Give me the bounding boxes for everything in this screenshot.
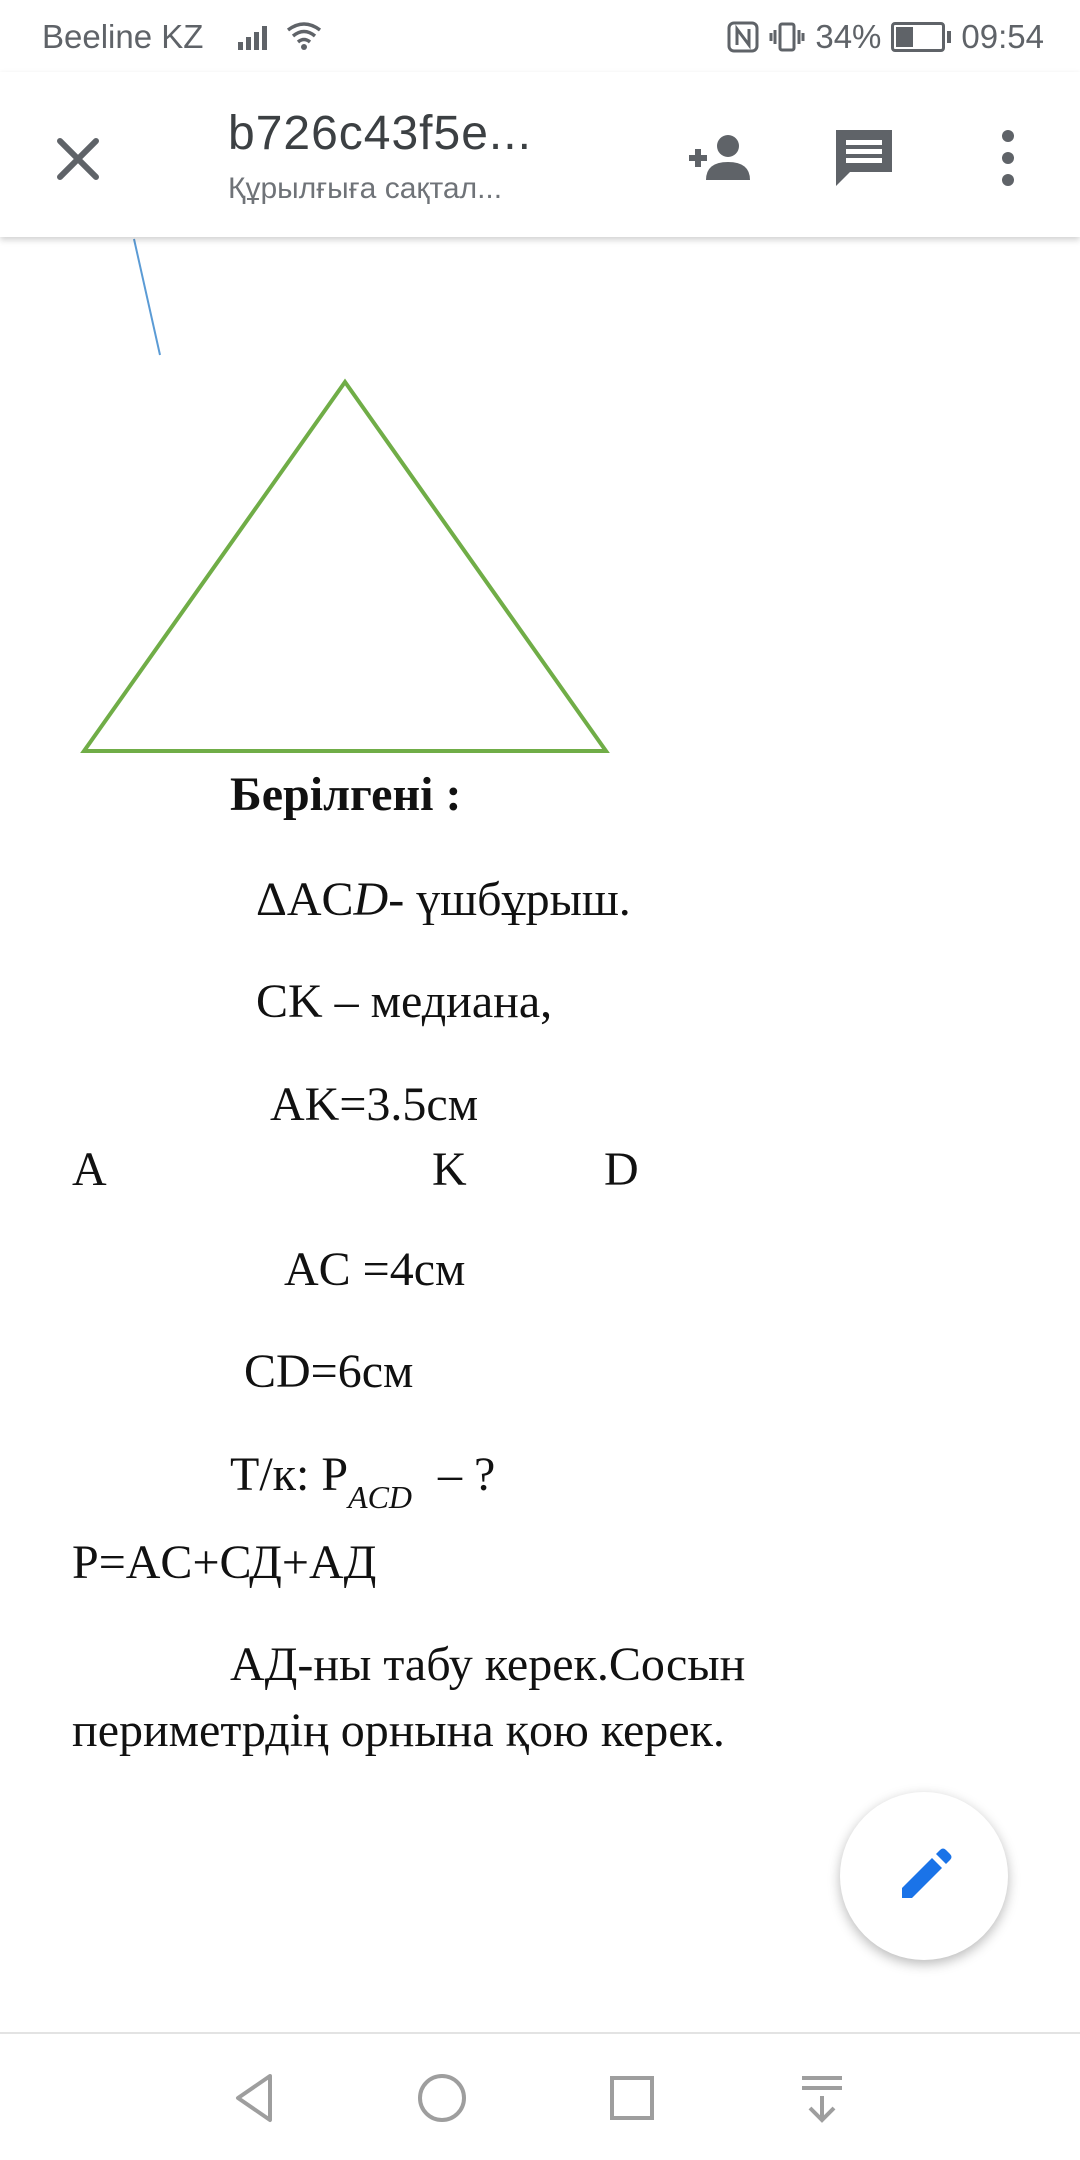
solution-line-1: АД-ны табу керек.Сосын xyxy=(230,1638,746,1691)
recents-icon[interactable] xyxy=(600,2066,664,2130)
find-statement xyxy=(230,1447,495,1516)
ak-statement: AK=3.5см xyxy=(270,1078,479,1131)
system-nav-bar xyxy=(0,2032,1080,2160)
solution-line-2: периметрдің орнына қою керек. xyxy=(72,1704,725,1757)
comment-icon[interactable] xyxy=(828,122,900,194)
blue-line xyxy=(134,239,160,355)
triangle-statement-part-3: - үшбұрыш. xyxy=(388,873,631,926)
home-icon[interactable] xyxy=(410,2066,474,2130)
triangle-statement-part-2: D xyxy=(353,873,389,926)
battery-tip xyxy=(947,31,951,43)
triangle-statement-part-1: ΔAC xyxy=(256,873,354,926)
vertex-label-a: A xyxy=(72,1143,107,1196)
ac-statement: AC =4см xyxy=(284,1243,466,1296)
close-icon[interactable] xyxy=(46,127,110,191)
edit-button[interactable] xyxy=(840,1792,1008,1960)
status-right xyxy=(727,18,1044,56)
battery-icon xyxy=(891,22,945,52)
vertex-label-d: D xyxy=(604,1143,639,1196)
find-subscript: ACD xyxy=(348,1479,413,1515)
person-add-icon[interactable] xyxy=(685,122,757,194)
nfc-icon xyxy=(727,21,759,53)
pencil-icon xyxy=(892,1844,956,1908)
back-icon[interactable] xyxy=(224,2066,288,2130)
find-suffix: – ? xyxy=(438,1448,496,1501)
clock: 09:54 xyxy=(961,18,1044,55)
cd-statement: CD=6см xyxy=(244,1345,414,1398)
carrier-name: Beeline KZ xyxy=(42,18,204,55)
signal-icon xyxy=(236,22,276,52)
point-label-k: K xyxy=(432,1143,467,1196)
save-status: Құрылғыға сақтал... xyxy=(228,172,503,205)
triangle-figure xyxy=(0,237,1080,797)
perimeter-formula: P=AC+СД+АД xyxy=(72,1536,377,1589)
notification-pull-icon[interactable] xyxy=(790,2066,854,2130)
document-title: b726c43f5e... xyxy=(228,107,532,160)
app-bar xyxy=(0,72,1080,237)
median-statement: CK – медиана, xyxy=(256,975,553,1028)
given-heading: Берілгені : xyxy=(230,768,462,821)
vibrate-icon xyxy=(769,21,805,53)
document-content[interactable] xyxy=(0,237,1080,2032)
green-triangle xyxy=(84,382,606,751)
battery-level-fill xyxy=(896,27,912,47)
wifi-icon xyxy=(284,18,324,52)
find-prefix: Т/к: P xyxy=(230,1448,349,1501)
triangle-statement xyxy=(256,872,631,927)
more-vert-icon[interactable] xyxy=(972,122,1044,194)
battery-percent: 34% xyxy=(815,18,882,55)
status-bar xyxy=(0,0,1080,72)
